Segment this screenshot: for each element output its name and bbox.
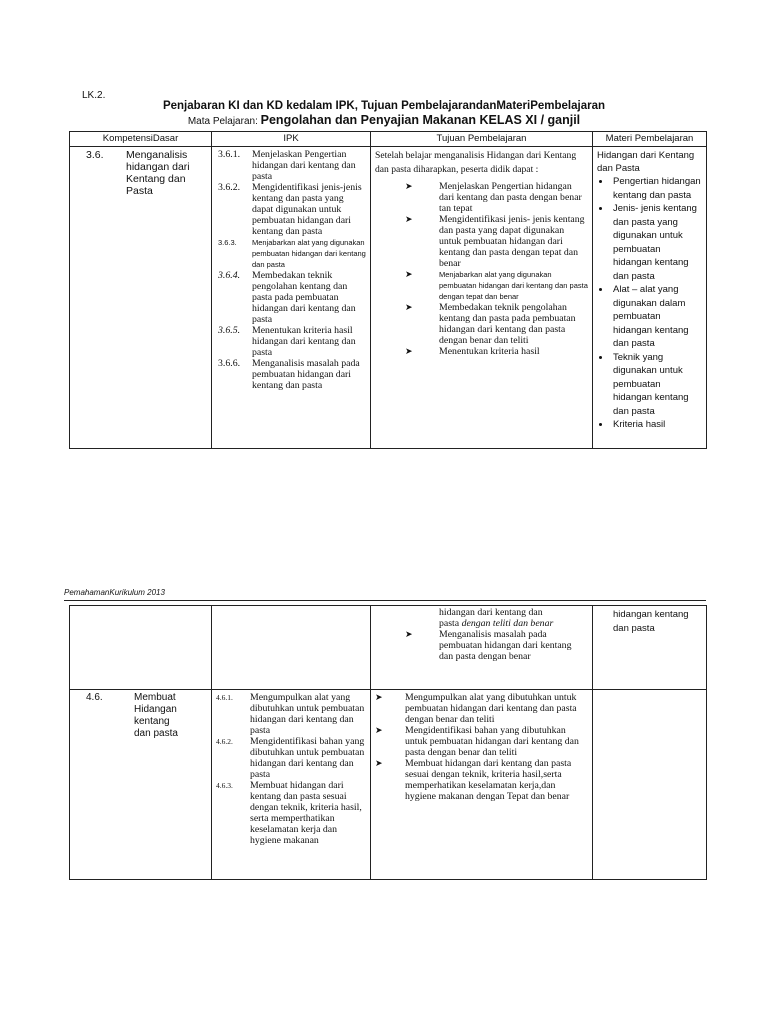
tujuan-item: ➤ Mengumpulkan alat yang dibutuhkan untuk pembuatan hidangan dari kentang dan pasta dengan benar dan teliti [375, 692, 577, 725]
arrow-bullet-icon: ➤ [405, 269, 413, 279]
curriculum-table-1 [69, 131, 707, 449]
kd-cell [70, 147, 212, 449]
materi-heading: Hidangan dari Kentang dan Pasta [597, 150, 695, 174]
ipk-item: 3.6.2. Mengidentifikasi jenis-jenis kentang dan pasta yang dapat digunakan untuk pembuatan hidangan dari kentang dan pasta [218, 182, 362, 237]
table-header-row [70, 132, 707, 147]
ipk-item: 4.6.2. Mengidentifikasi bahan yang dibutuhkan untuk pembuatan hidangan dari kentang dan pasta [216, 736, 365, 780]
materi-cell-continued [593, 606, 707, 690]
tujuan-cell-continued [371, 606, 593, 690]
tujuan-item: ➤ Menjabarkan alat yang digunakan pembuatan hidangan dari kentang dan pasta dengan tepat dan benar [375, 269, 588, 302]
list-item: • Pengertian hidangan kentang dan pasta [611, 175, 702, 202]
tujuan-item: ➤ Menentukan kriteria hasil [375, 346, 588, 357]
list-item: • Alat – alat yang digunakan dalam pembuatan hidangan kentang dan pasta [611, 283, 702, 351]
tujuan-item: ➤ Menganalisis masalah pada pembuatan hidangan dari kentang dan pasta dengan benar [375, 629, 588, 662]
ipk-item: 3.6.4. Membedakan teknik pengolahan kentang dan pasta pada pembuatan hidangan dari kentang dan pasta [218, 270, 356, 325]
arrow-bullet-icon: ➤ [375, 692, 383, 702]
worksheet-code: LK.2. [82, 90, 106, 101]
arrow-bullet-icon: ➤ [405, 302, 413, 312]
ipk-item: 3.6.3. Menjabarkan alat yang digunakan pembuatan hidangan dari kentang dan pasta [218, 238, 366, 269]
kd-number: 3.6. [86, 149, 104, 161]
ipk-item: 4.6.3. Membuat hidangan dari kentang dan pasta sesuai dengan teknik, kriteria hasil, serta memperthatikan keselamatan kerja dan hygiene makanan [216, 780, 362, 846]
page-title: Penjabaran KI dan KD kedalam IPK, Tujuan PembelajarandanMateriPembelajaran [162, 100, 606, 112]
tujuan-cell [371, 147, 593, 449]
tujuan-item: ➤ Menjelaskan Pengertian hidangan dari kentang dan pasta dengan benar tan tepat [375, 181, 588, 214]
arrow-bullet-icon: ➤ [375, 758, 383, 768]
materi-cell-empty [593, 690, 707, 880]
kd-text: Menganalisis hidangan dari Kentang dan Pasta [126, 149, 190, 197]
list-item: • Kriteria hasil [611, 418, 702, 432]
ipk-cell [212, 147, 371, 449]
list-item: • Teknik yang digunakan untuk pembuatan hidangan kentang dan pasta [611, 351, 702, 419]
header-tujuan: Tujuan Pembelajaran [371, 132, 593, 147]
list-item: • Jenis- jenis kentang dan pasta yang digunakan untuk pembuatan hidangan kentang dan pasta [611, 202, 702, 283]
page-subtitle [0, 113, 768, 127]
materi-continued-text: hidangan kentang dan pasta [613, 609, 689, 634]
ipk-item: 3.6.5. Menentukan kriteria hasil hidangan dari kentang dan pasta [218, 325, 356, 358]
arrow-bullet-icon: ➤ [375, 725, 383, 735]
ipk-cell-empty [212, 606, 371, 690]
table-row [70, 147, 707, 449]
tujuan-item: ➤ Membedakan teknik pengolahan kentang dan pasta pada pembuatan hidangan dari kentang dan pasta dengan benar dan teliti [375, 302, 588, 346]
materi-cell [593, 147, 707, 449]
arrow-bullet-icon: ➤ [405, 214, 413, 224]
table-row [70, 606, 707, 690]
ipk-cell [212, 690, 371, 880]
page-footer: PemahamanKurikulum 2013 [64, 588, 165, 597]
arrow-bullet-icon: ➤ [405, 629, 413, 639]
arrow-bullet-icon: ➤ [405, 346, 413, 356]
header-ipk: IPK [212, 132, 371, 147]
tujuan-item: ➤ Mengidentifikasi bahan yang dibutuhkan untuk pembuatan hidangan dari kentang dan pasta dengan benar dan teliti [375, 725, 579, 758]
kd-cell-empty [70, 606, 212, 690]
curriculum-table-2 [69, 605, 707, 880]
kd-cell [70, 690, 212, 880]
ipk-item: 3.6.1. Menjelaskan Pengertian hidangan dari kentang dan pasta [218, 149, 356, 182]
tujuan-continued-text: hidangan dari kentang dan pasta dengan teliti dan benar [439, 607, 554, 629]
tujuan-item: ➤ Membuat hidangan dari kentang dan pasta sesuai dengan teknik, kriteria hasil,serta memperhatikan keselamatan kerja,dan hygiene makanan dengan Tepat dan benar [375, 758, 572, 802]
table-row [70, 690, 707, 880]
tujuan-item: ➤ Mengidentifikasi jenis- jenis kentang dan pasta yang dapat digunakan untuk pembuatan hidangan dari kentang dan pasta dengan tepat dan benar [375, 214, 588, 269]
ipk-item: 3.6.6. Menganalisis masalah pada pembuatan hidangan dari kentang dan pasta [218, 358, 360, 391]
tujuan-cell [371, 690, 593, 880]
kd-item [74, 149, 207, 197]
tujuan-intro: Setelah belajar menganalisis Hidangan dari Kentang dan pasta diharapkan, peserta didik dapat : [375, 150, 577, 175]
arrow-bullet-icon: ➤ [405, 181, 413, 191]
materi-list [597, 175, 702, 432]
subtitle-label: Mata Pelajaran: [187, 116, 261, 127]
footer-divider [64, 600, 706, 601]
header-materi: Materi Pembelajaran [593, 132, 707, 147]
ipk-item: 4.6.1. Mengumpulkan alat yang dibutuhkan untuk pembuatan hidangan dari kentang dan pasta [216, 692, 365, 736]
header-kompetensi-dasar: KompetensiDasar [70, 132, 212, 147]
kd-text: Membuat Hidangan kentang dan pasta [134, 692, 178, 739]
kd-item [74, 692, 207, 740]
kd-number: 4.6. [86, 692, 103, 703]
subject-name: Pengolahan dan Penyajian Makanan KELAS XI / ganjil [260, 113, 581, 127]
